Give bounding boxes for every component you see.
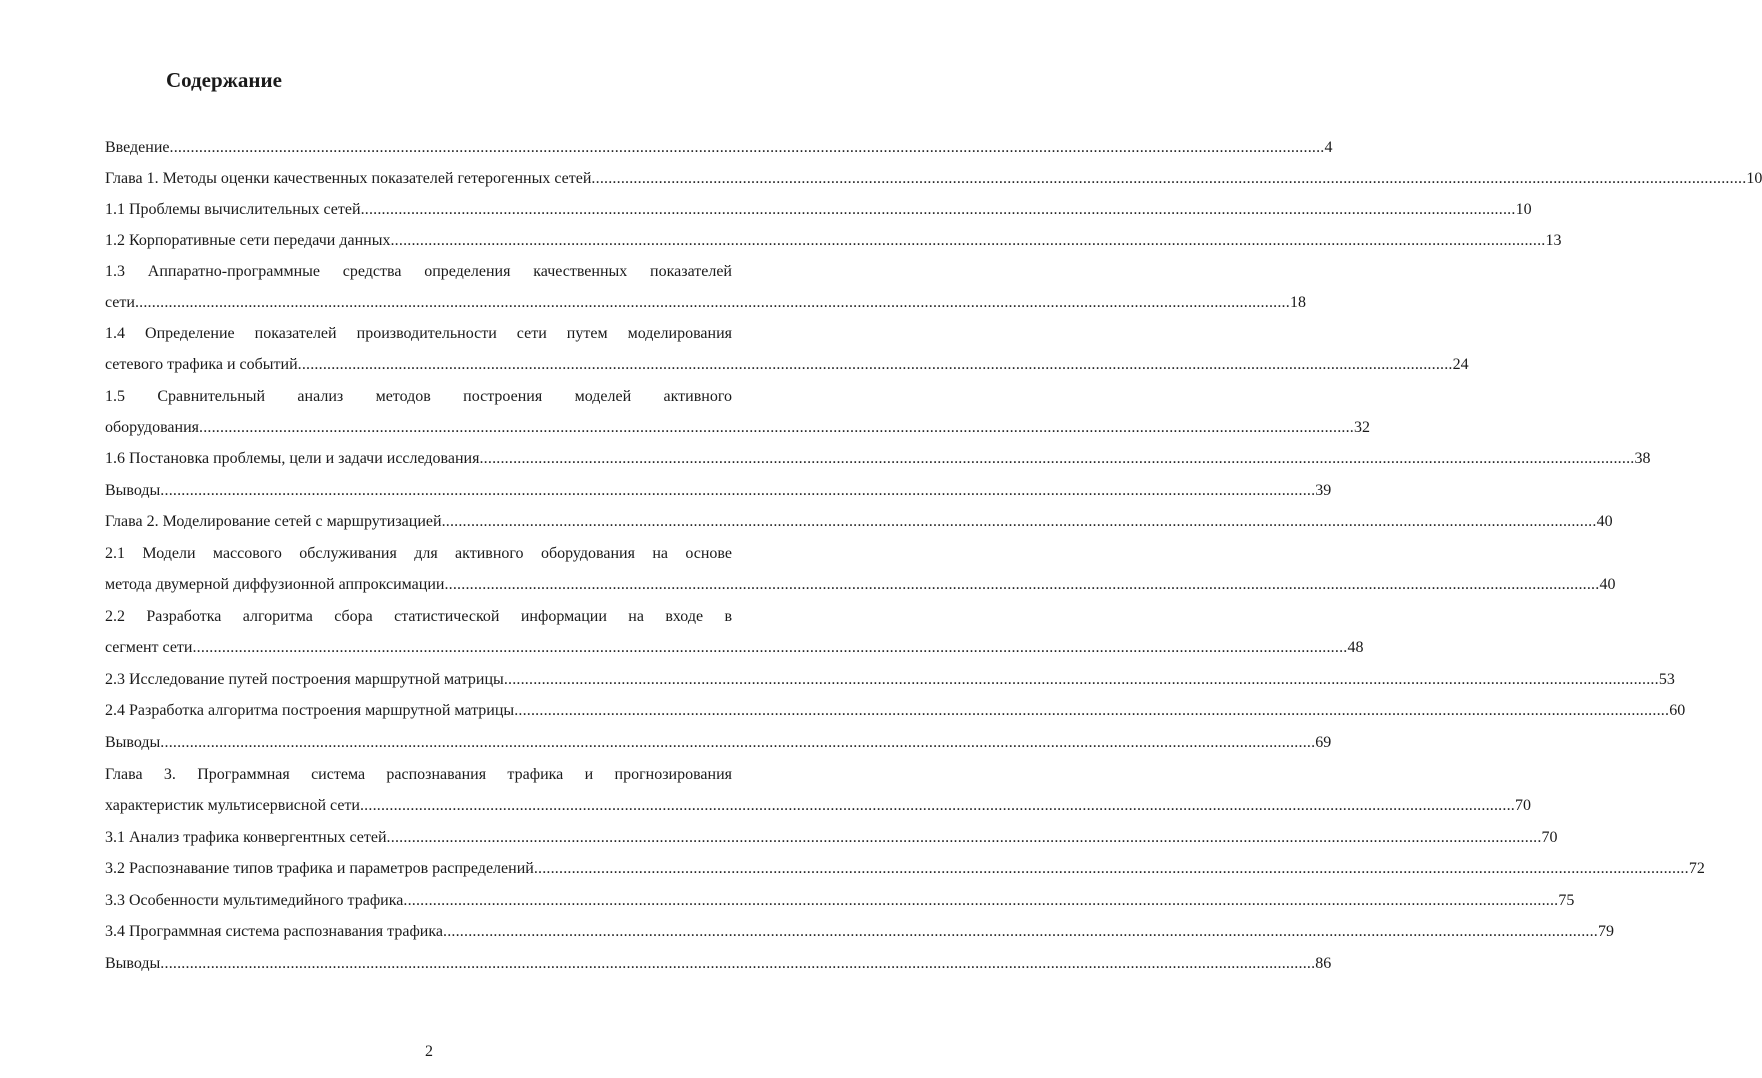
toc-entry-text: 2.3 Исследование путей построения маршрутной матрицы — [105, 671, 504, 688]
toc-entry-text: 3.1 Анализ трафика конвергентных сетей — [105, 829, 387, 846]
toc-entry-text: Глава 3. Программная система распознавания трафика и прогнозирования — [105, 766, 732, 783]
toc-entry-text: 3.4 Программная система распознавания трафика — [105, 923, 443, 940]
toc-entry-text: метода двумерной диффузионной аппроксимации — [105, 576, 445, 593]
toc-entry-page: 39 — [1315, 482, 1332, 499]
toc-leader — [387, 822, 1542, 853]
toc-entry-page: 18 — [1289, 294, 1306, 311]
toc-entry — [105, 569, 1616, 600]
toc-leader — [199, 412, 1354, 443]
toc-entry — [105, 948, 1332, 979]
toc-leader — [504, 664, 1659, 695]
toc-entry-continued — [105, 256, 732, 287]
toc-entry-page: 40 — [1596, 513, 1613, 530]
toc-entry-page: 70 — [1541, 829, 1558, 846]
toc-entry-text: сегмент сети — [105, 639, 193, 656]
toc-entry — [105, 443, 1651, 474]
toc-entry-text: 3.3 Особенности мультимедийного трафика — [105, 892, 404, 909]
toc-entry-text: 1.3 Аппаратно-программные средства определения качественных показателей — [105, 263, 732, 280]
toc-entry-continued — [105, 538, 732, 569]
toc-leader — [514, 695, 1669, 726]
toc-leader — [160, 727, 1315, 758]
toc-leader — [135, 287, 1290, 318]
toc-leader — [390, 225, 1545, 256]
toc-entry-text: 1.6 Постановка проблемы, цели и задачи исследования — [105, 450, 480, 467]
toc-entry-text: сети — [105, 294, 135, 311]
toc-entry-page: 72 — [1688, 860, 1705, 877]
toc-entry-continued — [105, 601, 732, 632]
toc-entry-page: 13 — [1545, 232, 1562, 249]
toc-entry — [105, 163, 1762, 194]
toc-entry-text: 1.1 Проблемы вычислительных сетей — [105, 201, 361, 218]
toc-entry — [105, 853, 1705, 884]
toc-entry — [105, 132, 1333, 163]
toc-entry-page: 48 — [1347, 639, 1364, 656]
toc-entry — [105, 695, 1686, 726]
toc-entry-text: 2.2 Разработка алгоритма сбора статистической информации на входе в — [105, 608, 732, 625]
toc-entry-text: сетевого трафика и событий — [105, 356, 298, 373]
toc-entry-page: 53 — [1658, 671, 1675, 688]
toc-entry — [105, 822, 1558, 853]
toc-entry-page: 86 — [1315, 955, 1332, 972]
toc-entry-text: Глава 2. Моделирование сетей с маршрутизацией — [105, 513, 442, 530]
toc-entry-page: 4 — [1324, 139, 1333, 156]
toc-entry — [105, 349, 1469, 380]
toc-entry-text: 1.2 Корпоративные сети передачи данных — [105, 232, 391, 249]
toc-leader — [443, 916, 1598, 947]
toc-entry — [105, 664, 1675, 695]
toc-entry — [105, 790, 1531, 821]
toc-entry-text: Введение — [105, 139, 170, 156]
toc-entry-continued — [105, 381, 732, 412]
toc-entry — [105, 506, 1613, 537]
toc-leader — [160, 948, 1315, 979]
toc-entry-text: 1.4 Определение показателей производительности сети путем моделирования — [105, 325, 732, 342]
toc-leader — [192, 632, 1347, 663]
toc-entry-page: 79 — [1598, 923, 1614, 940]
toc-entry-page: 75 — [1558, 892, 1575, 909]
toc-entry-text: Выводы — [105, 734, 161, 751]
toc-entry — [105, 632, 1364, 663]
toc-entry — [105, 916, 1614, 947]
toc-entry-text: оборудования — [105, 419, 199, 436]
toc-leader — [444, 569, 1599, 600]
toc-entry-text: Выводы — [105, 955, 161, 972]
toc-entry-page: 70 — [1514, 797, 1531, 814]
toc-entry — [105, 885, 1575, 916]
toc-entry — [105, 475, 1332, 506]
toc-leader — [534, 853, 1689, 884]
toc-entry-page: 10 — [1746, 170, 1762, 187]
toc-entry-page: 60 — [1669, 702, 1686, 719]
toc-leader — [160, 475, 1315, 506]
toc-entry-text: Глава 1. Методы оценки качественных показателей гетерогенных сетей — [105, 170, 592, 187]
toc-entry — [105, 225, 1562, 256]
toc-leader — [361, 194, 1516, 225]
toc-entry-page: 24 — [1452, 356, 1469, 373]
toc-leader — [298, 349, 1453, 380]
toc-leader — [170, 132, 1325, 163]
toc-leader — [479, 443, 1634, 474]
toc-leader — [360, 790, 1515, 821]
toc-entry-page: 69 — [1315, 734, 1332, 751]
toc-entry — [105, 727, 1332, 758]
toc-leader — [591, 163, 1746, 194]
toc-entry — [105, 287, 1306, 318]
toc-entry-page: 10 — [1515, 201, 1532, 218]
toc-entry-text: 2.4 Разработка алгоритма построения маршрутной матрицы — [105, 702, 515, 719]
toc-entry-text: 2.1 Модели массового обслуживания для активного оборудования на основе — [105, 545, 732, 562]
toc-entry-page: 32 — [1354, 419, 1370, 436]
toc-entry-text: Выводы — [105, 482, 161, 499]
toc-leader — [403, 885, 1558, 916]
toc-entry-page: 40 — [1599, 576, 1616, 593]
toc-entry-text: характеристик мультисервисной сети — [105, 797, 360, 814]
toc-entry-continued — [105, 759, 732, 790]
toc-entry — [105, 194, 1532, 225]
toc-leader — [442, 506, 1597, 537]
toc-entry-page: 38 — [1634, 450, 1651, 467]
toc-entry — [105, 412, 1370, 443]
toc-entry-text: 1.5 Сравнительный анализ методов построения моделей активного — [105, 388, 732, 405]
toc-entry-continued — [105, 318, 732, 349]
page-title: Содержание — [166, 68, 282, 92]
toc-entry-text: 3.2 Распознавание типов трафика и параметров распределений — [105, 860, 534, 877]
page-number: 2 — [425, 1043, 433, 1060]
